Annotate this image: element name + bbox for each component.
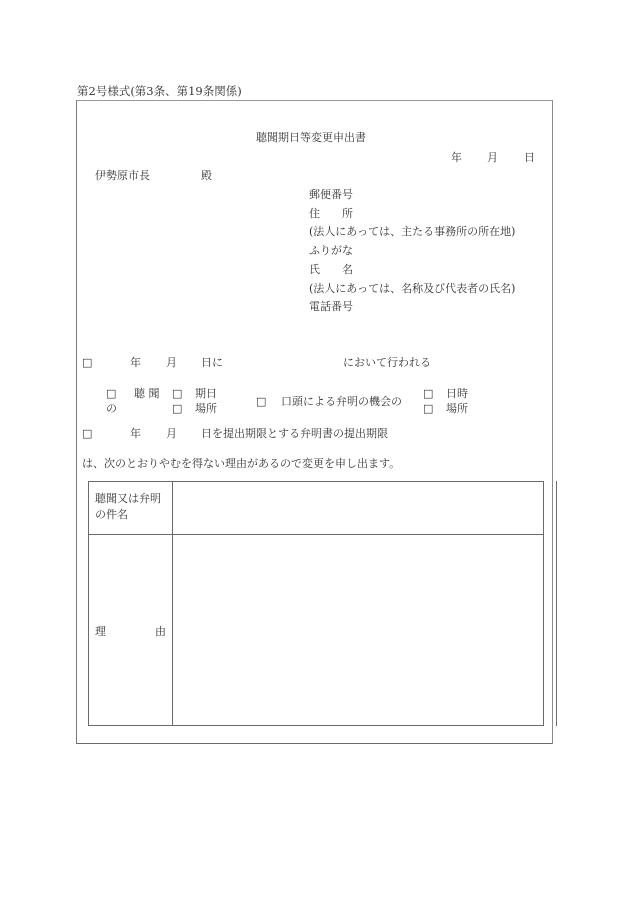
hearing-date-option-label: 期日 xyxy=(195,387,217,400)
date-year[interactable]: 年 xyxy=(451,151,462,164)
margin-line xyxy=(556,481,557,726)
oral-place-option-checkbox[interactable]: □ xyxy=(423,402,434,415)
hearing-label: 聴 聞 xyxy=(134,387,160,400)
section1-held-at: において行われる xyxy=(343,356,431,369)
oral-datetime-option-checkbox[interactable]: □ xyxy=(423,387,434,400)
section3-month[interactable]: 月 xyxy=(166,427,177,440)
date-day[interactable]: 日 xyxy=(524,151,535,164)
address-label[interactable]: 住 所 xyxy=(309,207,353,220)
address-note: (法人にあっては、主たる事務所の所在地) xyxy=(309,225,516,238)
no-particle: の xyxy=(106,402,117,415)
section1-year[interactable]: 年 xyxy=(130,356,141,369)
hearing-place-option-label: 場所 xyxy=(195,402,217,415)
oral-place-option-label: 場所 xyxy=(446,402,468,415)
statement: は、次のとおりやむを得ない理由があるので変更を申し出ます。 xyxy=(82,457,401,470)
row-divider xyxy=(89,534,543,535)
subject-input[interactable] xyxy=(179,486,539,530)
section3-text: 日を提出期限とする弁明書の提出期限 xyxy=(201,427,388,440)
reason-label-left: 理 xyxy=(95,625,106,638)
document-title: 聴聞期日等変更申出書 xyxy=(256,131,366,144)
form-number: 第2号様式(第3条、第19条関係) xyxy=(77,84,242,98)
date-month[interactable]: 月 xyxy=(487,151,498,164)
reason-input[interactable] xyxy=(179,540,539,720)
phone-label[interactable]: 電話番号 xyxy=(309,300,353,313)
addressee-name: 伊勢原市長 xyxy=(95,169,150,182)
oral-explanation-label: 口頭による弁明の機会の xyxy=(281,395,402,408)
oral-explanation-checkbox[interactable]: □ xyxy=(256,395,267,408)
hearing-place-option-checkbox[interactable]: □ xyxy=(172,402,183,415)
subject-label-line1: 聴聞又は弁明 xyxy=(95,492,161,505)
section1-month[interactable]: 月 xyxy=(166,356,177,369)
subject-label-line2: の件名 xyxy=(95,508,128,521)
name-note: (法人にあっては、名称及び代表者の氏名) xyxy=(309,282,516,295)
reason-label-right: 由 xyxy=(155,625,166,638)
deadline-checkbox[interactable]: □ xyxy=(82,427,93,440)
hearing-checkbox[interactable]: □ xyxy=(106,387,117,400)
addressee-honorific: 殿 xyxy=(201,169,212,182)
hearing-date-option-checkbox[interactable]: □ xyxy=(172,387,183,400)
section1-day[interactable]: 日に xyxy=(201,356,223,369)
postal-code-label[interactable]: 郵便番号 xyxy=(309,188,353,201)
reason-table xyxy=(88,481,544,726)
oral-datetime-option-label: 日時 xyxy=(446,387,468,400)
furigana-label[interactable]: ふりがな xyxy=(309,244,353,257)
name-label[interactable]: 氏 名 xyxy=(309,263,353,276)
column-divider xyxy=(172,482,173,725)
hearing-date-checkbox[interactable]: □ xyxy=(82,356,93,369)
section3-year[interactable]: 年 xyxy=(130,427,141,440)
